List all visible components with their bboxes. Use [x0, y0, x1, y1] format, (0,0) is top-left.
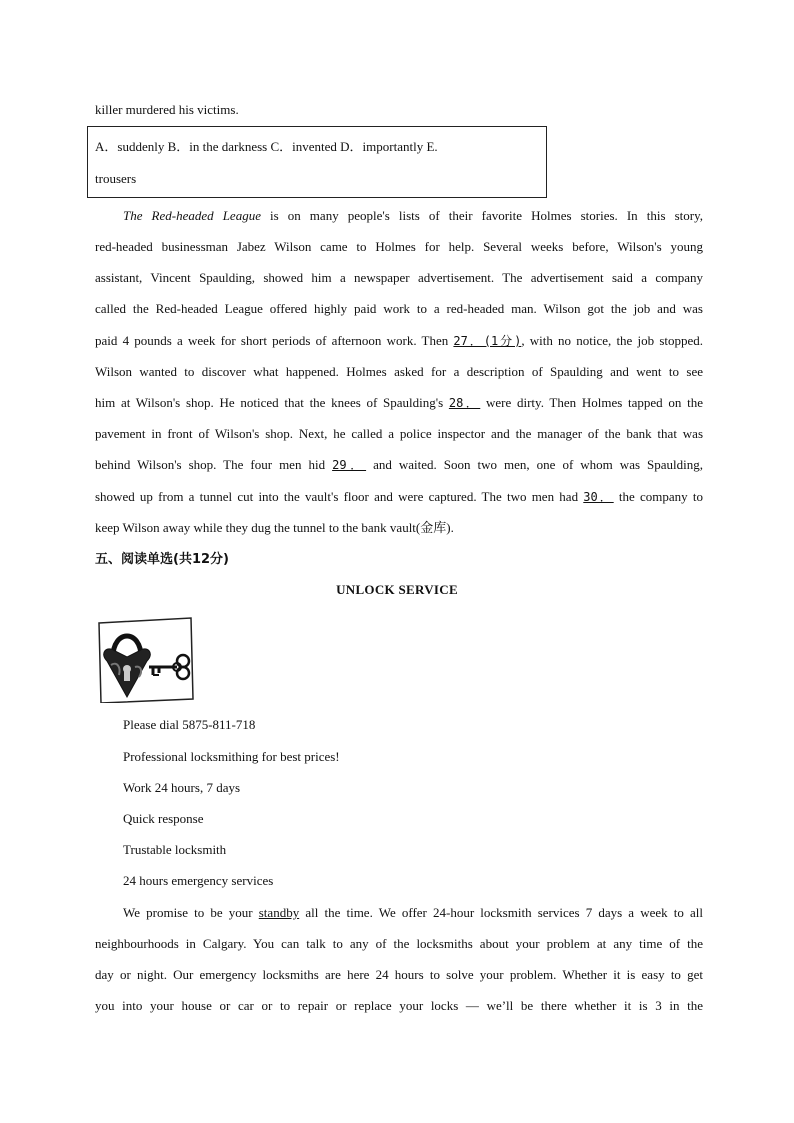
ad-paragraph-line: neighbourhoods in Calgary. You can talk to any of the locksmiths about your problem at any time of the [95, 936, 703, 951]
ad-line: Please dial 5875-811-718 [123, 717, 256, 732]
word-options-row-2: trousers [95, 171, 137, 186]
ad-line: Quick response [123, 811, 204, 826]
passage-line: The Red-headed League is on many people's lists of their favorite Holmes stories. In this story, [123, 208, 703, 223]
padlock-key-icon [97, 617, 195, 703]
ad-line: 24 hours emergency services [123, 873, 274, 888]
passage-line: Wilson wanted to discover what happened. Holmes asked for a description of Spaulding and went to see [95, 364, 703, 379]
section-heading: 五、阅读单选(共12分) [95, 552, 229, 567]
blank-28[interactable]: 28． [448, 396, 481, 410]
passage-line: him at Wilson's shop. He noticed that the knees of Spaulding's 28． were dirty. Then Holmes tapped on the [95, 395, 703, 410]
ad-line: Trustable locksmith [123, 842, 227, 857]
ad-paragraph-line: day or night. Our emergency locksmiths are here 24 hours to solve your problem. Whether it is easy to get [95, 967, 703, 982]
passage-line: assistant, Vincent Spaulding, showed him a newspaper advertisement. The advertisement said a company [95, 270, 703, 285]
word-options-box [87, 126, 547, 198]
passage-line: behind Wilson's shop. The four men hid 29． and waited. Soon two men, one of whom was Spaulding, [95, 457, 704, 472]
passage-line: keep Wilson away while they dug the tunnel to the bank vault(金库). [95, 520, 454, 535]
blank-27[interactable]: 27．(1分) [453, 334, 522, 348]
underlined-word-standby: standby [258, 905, 300, 920]
blank-29[interactable]: 29． [332, 458, 367, 472]
story-title: The Red-headed League [123, 208, 261, 223]
passage-line: pavement in front of Wilson's shop. Next, he called a police inspector and the manager of the bank that was [95, 426, 703, 441]
passage-line: paid 4 pounds a week for short periods of afternoon work. Then 27．(1分), with no notice, the job stopped. [95, 333, 704, 348]
ad-paragraph-line: We promise to be your standby all the time. We offer 24-hour locksmith services 7 days a week to all [123, 905, 703, 920]
passage-line: red-headed businessman Jabez Wilson came to Holmes for help. Several weeks before, Wilson's young [95, 239, 703, 254]
passage-line: called the Red-headed League offered highly paid work to a red-headed man. Wilson got the job and was [95, 301, 703, 316]
word-options-row-1: A．suddenly B．in the darkness C．invented D．importantly E. [95, 139, 438, 154]
ad-paragraph-line: you into your house or car or to repair or replace your locks — we’ll be there whether it is 3 in the [95, 998, 703, 1013]
ad-line: Professional locksmithing for best prices! [123, 749, 340, 764]
passage-line: showed up from a tunnel cut into the vault's floor and were captured. The two men had 30． the company to [95, 489, 703, 504]
ad-line: Work 24 hours, 7 days [123, 780, 241, 795]
blank-30[interactable]: 30． [583, 490, 614, 504]
previous-sentence: killer murdered his victims. [95, 102, 239, 117]
ad-title: UNLOCK SERVICE [336, 582, 458, 597]
